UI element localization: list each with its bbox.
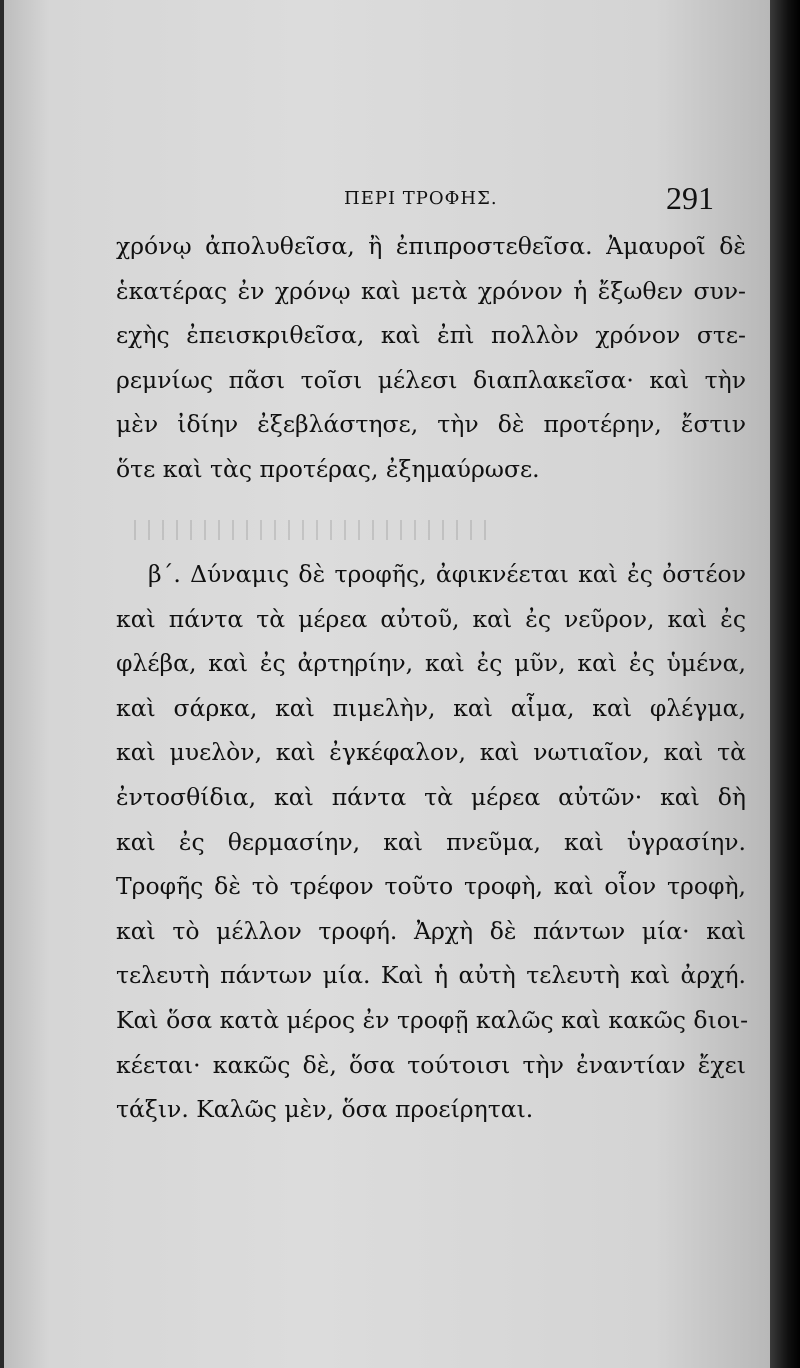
- text-line: καὶ ἐς θερμασίην, καὶ πνεῦμα, καὶ ὑγρασίην.: [116, 827, 746, 856]
- text-line: ἑκατέρας ἐν χρόνῳ καὶ μετὰ χρόνον ἡ ἔξωθεν συν-: [116, 276, 746, 305]
- text-line: καὶ πάντα τὰ μέρεα αὐτοῦ, καὶ ἐς νεῦρον, καὶ ἐς: [116, 604, 746, 633]
- text-line: Καὶ ὅσα κατὰ μέρος ἐν τροφῇ καλῶς καὶ κακῶς διοι-: [116, 1005, 749, 1034]
- paragraph-2: [116, 552, 749, 1132]
- text-line: καὶ μυελὸν, καὶ ἐγκέφαλον, καὶ νωτιαῖον, καὶ τὰ: [116, 738, 746, 767]
- page-number: 291: [666, 180, 714, 216]
- paragraph-1: [116, 224, 746, 492]
- text-line: κέεται· κακῶς δὲ, ὅσα τούτοισι τὴν ἐναντίαν ἔχει: [116, 1050, 746, 1079]
- text-line: ρεμνίως πᾶσι τοῖσι μέλεσι διαπλακεῖσα· καὶ τὴν: [116, 365, 746, 394]
- text-line: χρόνῳ ἀπολυθεῖσα, ἢ ἐπιπροστεθεῖσα. Ἀμαυροῖ δὲ: [116, 232, 746, 260]
- text-line: Τροφῆς δὲ τὸ τρέφον τοῦτο τροφὴ, καὶ οἷον τροφὴ,: [116, 872, 746, 901]
- text-line: καὶ τὸ μέλλον τροφή. Ἀρχὴ δὲ πάντων μία· καὶ: [116, 916, 746, 945]
- page-header: [4, 180, 770, 220]
- text-line: καὶ σάρκα, καὶ πιμελὴν, καὶ αἷμα, καὶ φλέγμα,: [116, 693, 746, 722]
- text-line: εχὴς ἐπεισκριθεῖσα, καὶ ἐπὶ πολλὸν χρόνον στε-: [116, 321, 746, 350]
- text-line: ὅτε καὶ τὰς προτέρας, ἐξημαύρωσε.: [116, 454, 540, 483]
- text-line: ἐντοσθίδια, καὶ πάντα τὰ μέρεα αὐτῶν· καὶ δὴ: [116, 782, 746, 811]
- running-title: ΠΕΡΙ ΤΡΟΦΗΣ.: [344, 188, 498, 209]
- text-line: μὲν ἰδίην ἐξεβλάστησε, τὴν δὲ προτέρην, ἔστιν: [116, 410, 746, 439]
- book-page: [4, 0, 770, 1368]
- page-edge-shadow: [770, 0, 800, 1368]
- text-line: φλέβα, καὶ ἐς ἀρτηρίην, καὶ ἐς μῦν, καὶ ἐς ὑμένα,: [116, 649, 746, 678]
- text-line: τάξιν. Καλῶς μὲν, ὅσα προείρηται.: [116, 1095, 534, 1124]
- text-line: β΄. Δύναμις δὲ τροφῆς, ἀφικνέεται καὶ ἐς ὀστέον: [148, 560, 746, 588]
- text-line: τελευτὴ πάντων μία. Καὶ ἡ αὐτὴ τελευτὴ καὶ ἀρχή.: [116, 961, 746, 990]
- bleed-through-marks: [134, 520, 494, 540]
